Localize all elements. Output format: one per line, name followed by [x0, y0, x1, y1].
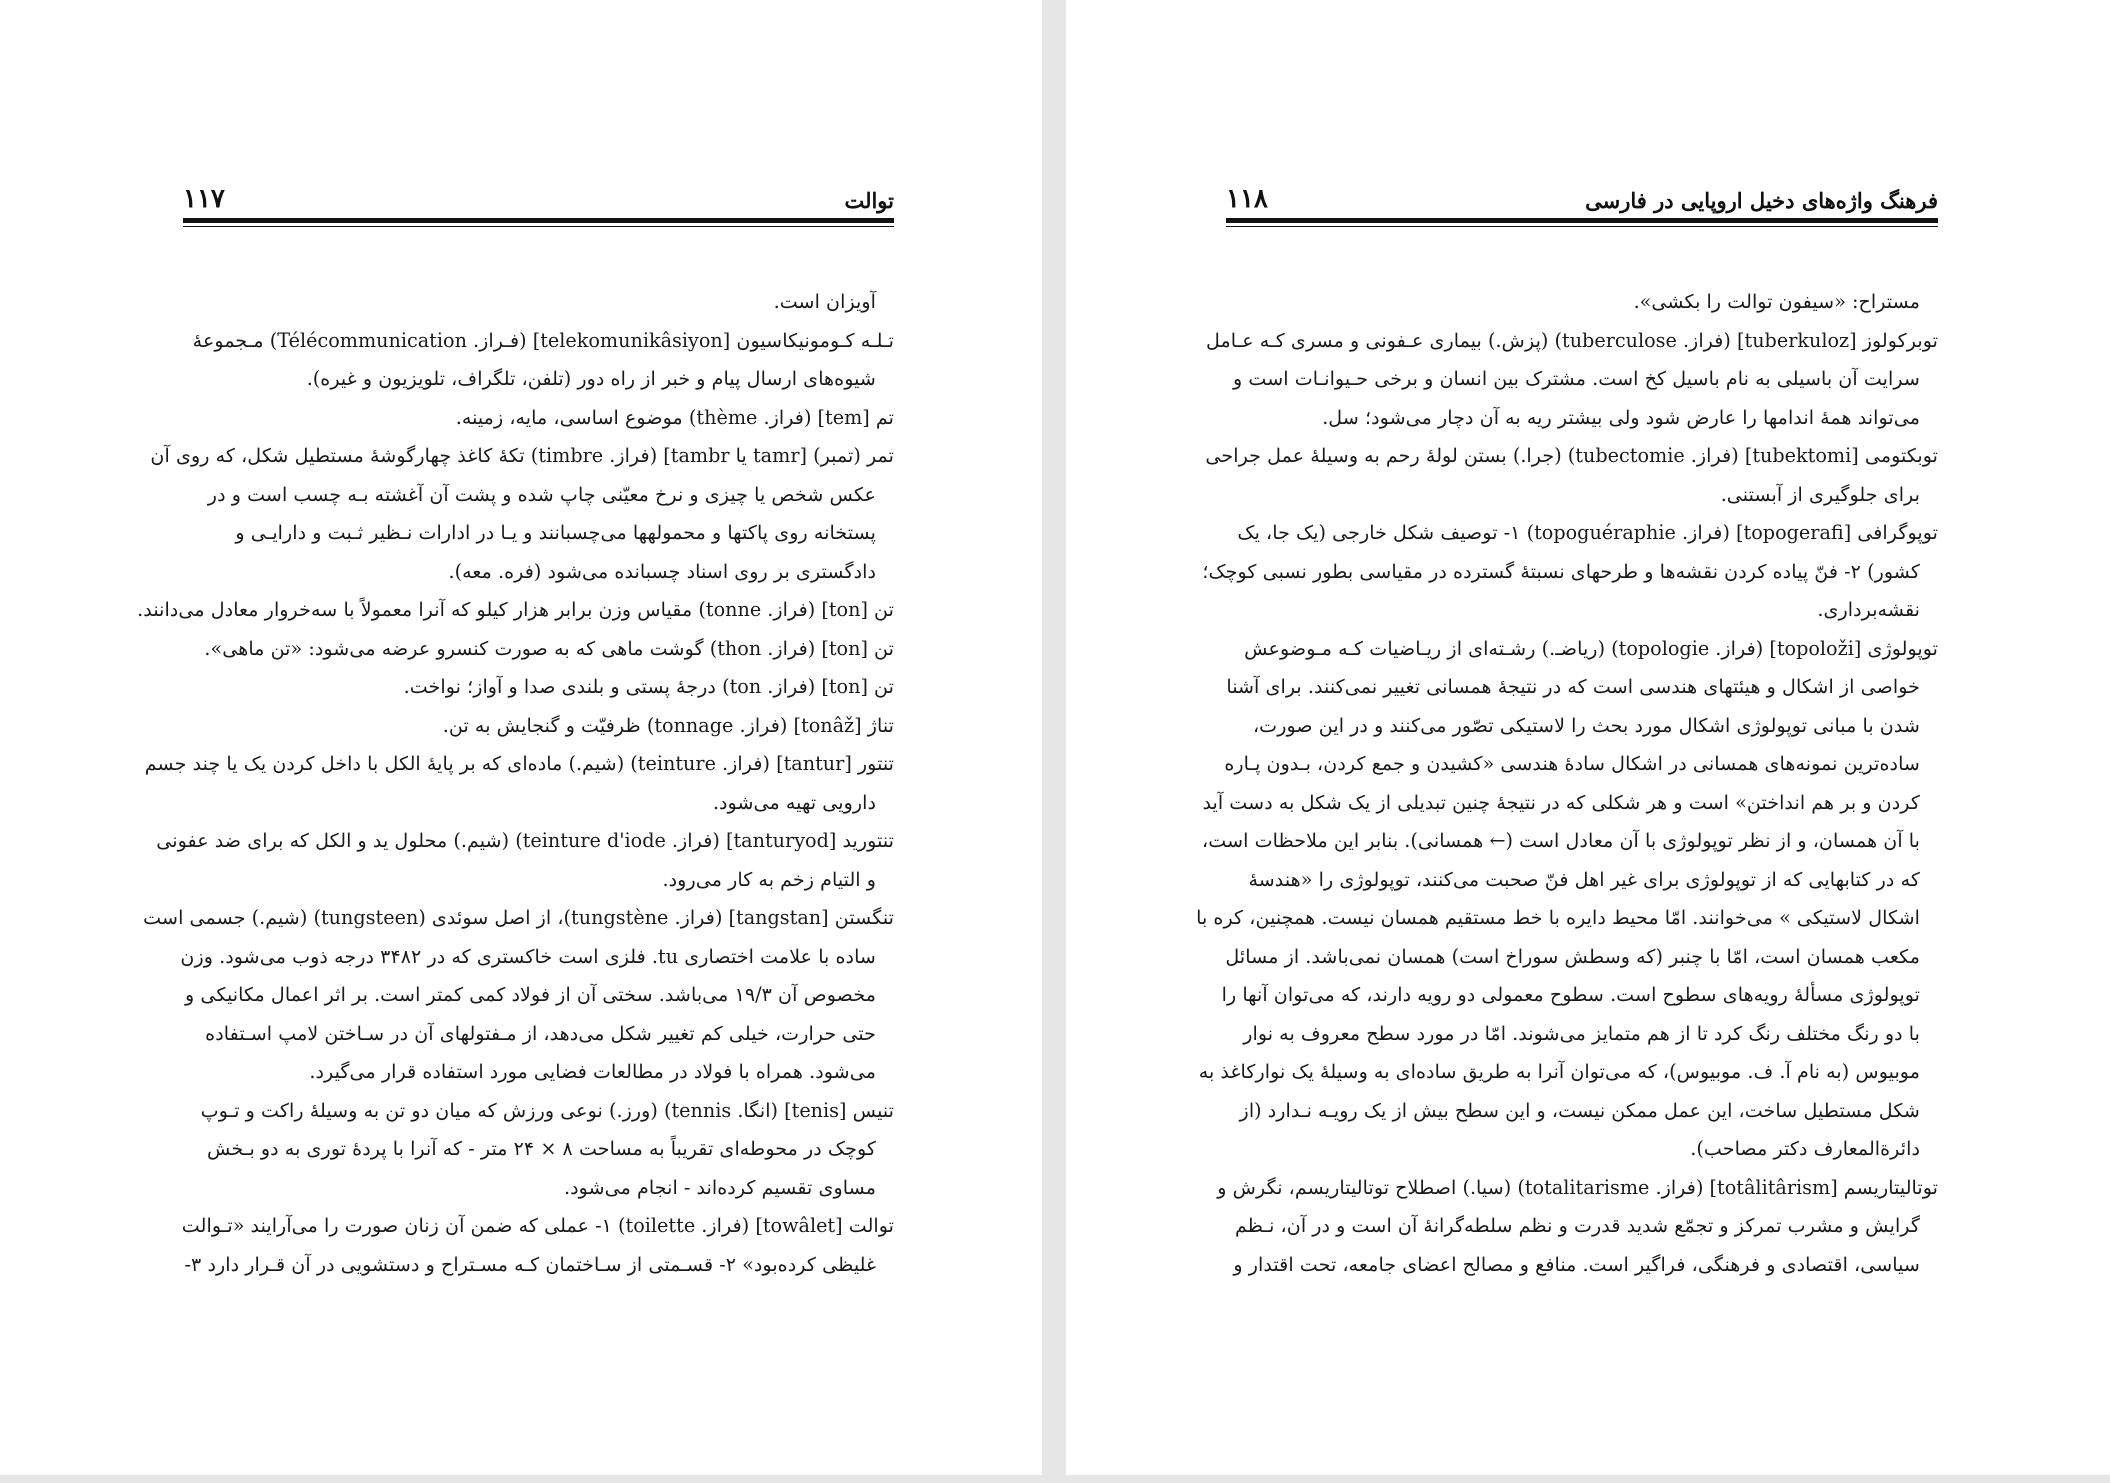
text-line: عکس شخص یا چیزی و نرخ معیّنی چاپ شده و پشت آن آغشته بـه چسب است و در — [207, 482, 876, 506]
text-line: با دو رنگ مختلف رنگ کرد تا از هم متمایز می‌شوند. امّا در مورد سطح معروف به نوار — [1243, 1021, 1920, 1045]
text-line: دارویی تهیه می‌شود. — [712, 790, 876, 814]
text-line: کوچک در محوطه‌ای تقریباً به مساحت ۸ × ۲۴ متر - که آنرا با پردهٔ توری به دو بـخش — [206, 1137, 876, 1160]
text-line: دادگستری بر روی اسناد چسبانده می‌شود (فره. معه). — [448, 559, 876, 583]
text-line: مکعب همسان است، امّا با چنبر (که وسطش سوراخ است) همسان نمی‌باشد. از مسائل — [1225, 944, 1920, 968]
entry-line: تنتور [tantur] (فراز. teinture) (شیم.) ماده‌ای که بر پایهٔ الکل با داخل کردن یک یا چند جسم — [144, 752, 894, 775]
text-line: مخصوص آن ۱۹/۳ می‌باشد. سختی آن از فولاد کمی کمتر است. بر اثر اعمال مکانیکی و — [185, 983, 876, 1006]
text-line: شیوه‌های ارسال پیام و خبر از راه دور (تلفن، تلگراف، تلویزیون و غیره). — [306, 367, 876, 390]
entry-line: توالت [towâlet] (فراز. toilette) ۱- عملی که ضمن آن زنان صورت را می‌آرایند «تـوالت — [181, 1214, 894, 1237]
entry-line: تن [ton] (فراز. ton) درجهٔ پستی و بلندی صدا و آواز؛ نواخت. — [403, 675, 894, 698]
text-line: و التیام زخم به کار می‌رود. — [662, 867, 876, 891]
header-rule-thick — [1226, 218, 1938, 223]
text-line: توپولوژی مسألهٔ رویه‌های سطوح است. سطوح معمولی دو رویه دارند، که می‌توان آنها را — [1221, 983, 1920, 1006]
text-line: اشکال لاستیکی » می‌خوانند. امّا محیط دایره با خط مستقیم همسان نیست. همچنین، کره با — [1196, 906, 1920, 929]
page-number: ۱۱۸ — [1226, 184, 1268, 214]
text-line: برای جلوگیری از آبستنی. — [1720, 482, 1920, 506]
text-line: غلیظی کرده‌بود» ۲- قسـمتی از سـاختمان کـه مسـتراح و دستشویی در آن قـرار دارد ۳- — [184, 1252, 876, 1276]
entry-line: تـلـه کـومونیکاسیون [telekomunikâsiyon] (فـراز. Télécommunication) مـجموعهٔ — [192, 328, 894, 352]
entry-line: تنیس [tenis] (انگا. tennis) (ورز.) نوعی ورزش که میان دو تن به وسیلهٔ راکت و تـوپ — [200, 1098, 894, 1122]
text-line: شکل مستطیل ساخت، این عمل ممکن نیست، و این سطح بیش از یک رویـه نـدارد (از — [1239, 1098, 1920, 1122]
text-line: ساده با علامت اختصاری tu. فلزی است خاکستری که در ۳۴۸۲ درجه ذوب می‌شود. وزن — [180, 944, 876, 968]
text-line: گرایش و مشرب تمرکز و تجمّع شدید قدرت و نظم سلطه‌گرانهٔ آن است و در آن، نـظم — [1234, 1214, 1920, 1237]
text-line: ساده‌ترین نمونه‌های همسانی در اشکال سادهٔ هندسی «کشیدن و جمع کردن، بـدون پـاره — [1224, 752, 1920, 775]
text-line: حتی حرارت، خیلی کم تغییر شکل می‌دهد، از مـفتولهای آن در سـاختن لامپ اسـتفاده — [205, 1021, 876, 1045]
entry-line: تن [ton] (فراز. tonne) مقیاس وزن برابر هزار کیلو که آنرا معمولاً با سه‌خروار معادل می‌دانند. — [137, 598, 894, 621]
right-page-body — [1196, 283, 1938, 1284]
text-line: می‌شود. همراه با فولاد در مطالعات فضایی مورد استفاده قرار می‌گیرد. — [309, 1060, 876, 1083]
text-line: شدن با مبانی توپولوژی اشکال مورد بحث را لاستیکی تصّور می‌کنند و در این صورت، — [1252, 713, 1920, 737]
entry-line: تم [tem] (فراز. thème) موضوع اساسی، مایه، زمینه. — [455, 405, 894, 429]
text-line: دائرةالمعارف دکتر مصاحب). — [1690, 1137, 1920, 1160]
entry-line: تناژ [tonâž] (فراز. tonnage) ظرفیّت و گنجایش به تن. — [442, 713, 894, 737]
text-line: پستخانه روی پاکتها و محمولهها می‌چسبانند و یـا در ادارات نـظیر ثـبت و دارایـی و — [235, 521, 876, 544]
text-line: می‌تواند همهٔ اندامها را عارض شود ولی بیشتر ریه به آن دچار می‌شود؛ سل. — [1322, 405, 1920, 429]
text-line: با آن همسان، و از نظر توپولوژی با آن معادل است (← همسانی). بنابر این ملاحظات است، — [1202, 829, 1920, 852]
header-rule-thick — [183, 218, 894, 223]
entry-line: توتالیتاریسم [totâlitârism] (فراز. totalitarisme) (سیا.) اصطلاح توتالیتاریسم، نگرش و — [1217, 1175, 1938, 1199]
text-line: موبیوس (به نام آ. ف. موبیوس)، که می‌توان آنرا به طریق ساده‌ای به وسیلهٔ یک نوارکاغذ به — [1198, 1060, 1920, 1083]
entry-line: تنتورید [tanturyod] (فراز. teinture d'iode) (شیم.) محلول ید و الکل که برای ضد عفونی — [156, 829, 894, 852]
running-title: فرهنگ واژه‌های دخیل اروپایی در فارسی — [1585, 188, 1938, 213]
text-line: خواصی از اشکال و هیئتهای هندسی است که در نتیجهٔ همسانی تغییر نمی‌کنند. برای آشنا — [1226, 675, 1920, 698]
entry-line: تمر (تمبر) [tamr یا tambr] (فراز. timbre) تکهٔ کاغذ چهارگوشهٔ مستطیل شکل، که روی آن — [150, 444, 894, 467]
text-line: مساوی تقسیم کرده‌اند - انجام می‌شود. — [564, 1175, 876, 1199]
running-title: توالت — [844, 188, 894, 213]
entry-line: تن [ton] (فراز. thon) گوشت ماهی که به صورت کنسرو عرضه می‌شود: «تن ماهی». — [204, 636, 894, 660]
entry-line: توبکتومی [tubektomi] (فراز. tubectomie) (جرا.) بستن لولهٔ رحم به وسیلهٔ عمل جراحی — [1205, 444, 1938, 467]
entry-line: تنگستن [tangstan] (فراز. tungstène)، از اصل سوئدی (tungsteen) (شیم.) جسمی است — [143, 906, 894, 929]
page-number: ۱۱۷ — [183, 184, 225, 214]
text-line: که در کتابهایی که از توپولوژی برای غیر اهل فنّ صحبت می‌کنند، توپولوژی را «هندسهٔ — [1248, 867, 1920, 891]
left-page-body — [137, 283, 894, 1284]
header-rule-thin — [183, 226, 894, 227]
text-line: نقشه‌برداری. — [1817, 598, 1920, 621]
text-line: آویزان است. — [773, 290, 876, 313]
entry-line: توبرکولوز [tuberkuloz] (فراز. tuberculose) (پزش.) بیماری عـفونی و مسری کـه عـامل — [1205, 328, 1938, 352]
text-line: کشور) ۲- فنّ پیاده کردن نقشه‌ها و طرحهای نسبتهٔ گسترده در مقیاسی بطور نسبی کوچک؛ — [1202, 559, 1920, 583]
text-line: سیاسی، اقتصادی و فرهنگی، فراگیر است. منافع و مصالح اعضای جامعه، تحت اقتدار و — [1233, 1252, 1920, 1276]
entry-line: توپوگرافی [topogerafi] (فراز. topoguéraphie) ۱- توصیف شکل خارجی (یک جا، یک — [1237, 521, 1938, 544]
text-line: کردن و بر هم انداختن» است و هر شکلی که در نتیجهٔ چنین تبدیلی از یک شکل به دست آید — [1202, 790, 1920, 814]
entry-line: توپولوژی [topoloži] (فراز. topologie) (ریاضـ.) رشـته‌ای از ریـاضیات کـه مـوضوعش — [1244, 636, 1938, 660]
text-line: سرایت آن باسیلی به نام باسیل کخ است. مشترک بین انسان و برخی حـیوانـات است و — [1233, 367, 1920, 390]
text-line: مستراح: «سیفون توالت را بکشی». — [1633, 290, 1920, 313]
header-rule-thin — [1226, 226, 1938, 227]
